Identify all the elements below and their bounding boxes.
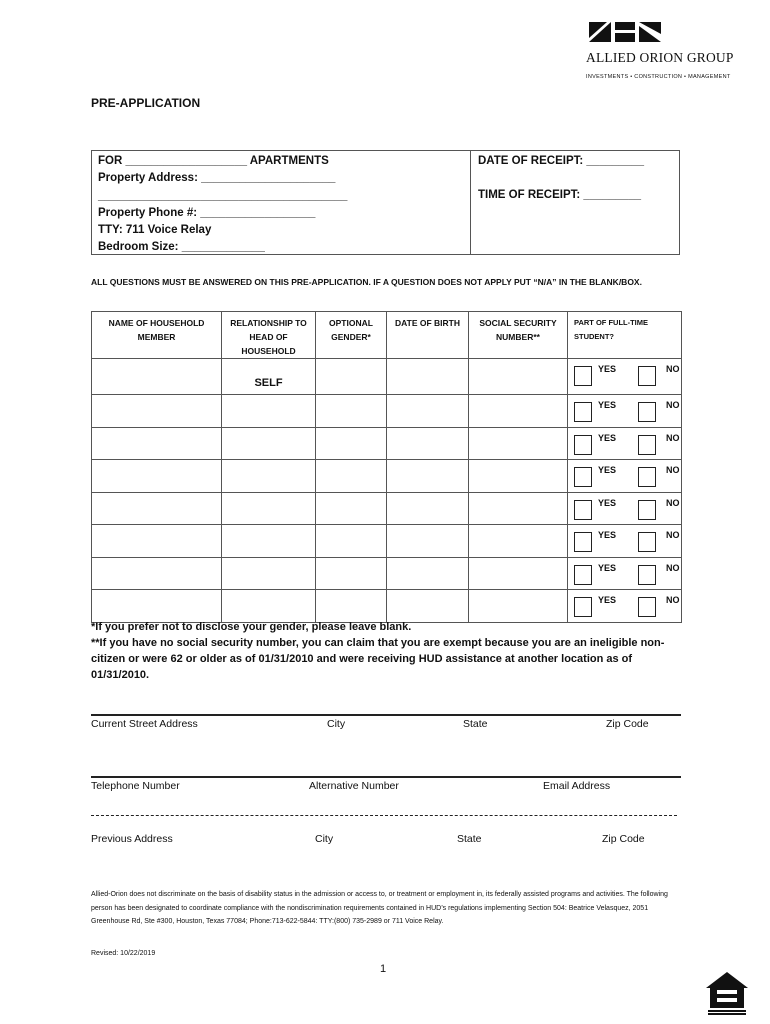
dob-cell[interactable]: [387, 590, 469, 623]
self-label: SELF: [254, 377, 283, 389]
ssn-cell[interactable]: [469, 557, 568, 590]
yes-checkbox[interactable]: [574, 402, 592, 422]
yes-checkbox[interactable]: [574, 532, 592, 552]
student-yes-no: [574, 399, 689, 423]
student-cell: [568, 359, 682, 395]
student-yes-no: [574, 497, 689, 521]
alternative-number-label: Alternative Number: [309, 780, 399, 792]
relationship-cell[interactable]: [222, 359, 316, 395]
property-address-field[interactable]: Property Address: _____________________: [98, 172, 336, 185]
student-cell: [568, 525, 682, 558]
yes-label: YES: [598, 400, 617, 410]
no-checkbox[interactable]: [638, 435, 656, 455]
yes-label: YES: [598, 465, 617, 475]
revised-date: Revised: 10/22/2019: [91, 950, 156, 957]
yes-label: YES: [598, 364, 617, 374]
zip-label: Zip Code: [606, 718, 649, 730]
student-cell: [568, 492, 682, 525]
date-of-receipt-field[interactable]: DATE OF RECEIPT: _________: [478, 155, 644, 167]
gender-cell[interactable]: [316, 427, 387, 460]
relationship-cell[interactable]: [222, 525, 316, 558]
name-cell[interactable]: [92, 460, 222, 493]
dob-cell[interactable]: [387, 427, 469, 460]
no-checkbox[interactable]: [638, 366, 656, 386]
no-label: NO: [666, 432, 680, 443]
no-checkbox[interactable]: [638, 500, 656, 520]
ssn-cell[interactable]: [469, 590, 568, 623]
yes-checkbox[interactable]: [574, 500, 592, 520]
name-cell[interactable]: [92, 492, 222, 525]
property-info-box: [91, 150, 680, 255]
state-label: State: [463, 718, 488, 730]
company-logo: [586, 22, 736, 80]
student-yes-no: [574, 594, 689, 618]
property-address-line2[interactable]: _______________________________________: [98, 189, 348, 202]
no-label: NO: [666, 465, 680, 475]
current-street-label: Current Street Address: [91, 718, 198, 730]
header-gender: OPTIONAL GENDER*: [316, 312, 387, 359]
name-cell[interactable]: [92, 525, 222, 558]
dob-cell[interactable]: [387, 460, 469, 493]
yes-label: YES: [598, 497, 617, 508]
table-row: [92, 395, 682, 428]
header-name: NAME OF HOUSEHOLD MEMBER: [92, 312, 222, 359]
header-ssn: SOCIAL SECURITY NUMBER**: [469, 312, 568, 359]
name-cell[interactable]: [92, 359, 222, 395]
gender-cell[interactable]: [316, 395, 387, 428]
relationship-cell[interactable]: [222, 460, 316, 493]
tty-text: TTY: 711 Voice Relay: [98, 224, 212, 237]
no-checkbox[interactable]: [638, 565, 656, 585]
household-table: [91, 311, 682, 623]
page-number: 1: [380, 963, 387, 975]
gender-cell[interactable]: [316, 359, 387, 395]
city-label-2: City: [315, 833, 334, 845]
property-details: [92, 151, 471, 254]
yes-checkbox[interactable]: [574, 565, 592, 585]
phone-line[interactable]: [91, 776, 681, 778]
relationship-cell[interactable]: [222, 492, 316, 525]
yes-label: YES: [598, 432, 617, 443]
yes-checkbox[interactable]: [574, 597, 592, 617]
logo-name: ALLIED ORION GROUP: [586, 50, 734, 65]
no-label: NO: [666, 497, 680, 508]
student-yes-no: [574, 464, 689, 488]
table-row: [92, 492, 682, 525]
student-cell: [568, 557, 682, 590]
dob-cell[interactable]: [387, 557, 469, 590]
dob-cell[interactable]: [387, 525, 469, 558]
current-address-line[interactable]: [91, 714, 681, 716]
no-checkbox[interactable]: [638, 597, 656, 617]
no-label: NO: [666, 400, 680, 410]
gender-cell[interactable]: [316, 525, 387, 558]
name-cell[interactable]: [92, 590, 222, 623]
ssn-cell[interactable]: [469, 359, 568, 395]
student-cell: [568, 590, 682, 623]
ssn-cell[interactable]: [469, 427, 568, 460]
equal-housing-opportunity-icon: [704, 970, 750, 1016]
table-row: [92, 590, 682, 623]
footnotes: [91, 619, 676, 683]
gender-cell[interactable]: [316, 590, 387, 623]
yes-label: YES: [598, 595, 617, 605]
receipt-details: [478, 153, 644, 205]
student-yes-no: [574, 562, 689, 586]
logo-mark-icon: [586, 22, 736, 46]
relationship-cell[interactable]: [222, 590, 316, 623]
dob-cell[interactable]: [387, 359, 469, 395]
table-row: [92, 427, 682, 460]
no-label: NO: [666, 530, 680, 540]
ssn-cell[interactable]: [469, 460, 568, 493]
table-row: [92, 460, 682, 493]
yes-checkbox[interactable]: [574, 366, 592, 386]
page-title: PRE-APPLICATION: [91, 96, 201, 110]
gender-cell[interactable]: [316, 492, 387, 525]
table-row: [92, 525, 682, 558]
ssn-cell[interactable]: [469, 492, 568, 525]
no-label: NO: [666, 562, 680, 573]
yes-checkbox[interactable]: [574, 467, 592, 487]
student-yes-no: [574, 363, 689, 387]
no-checkbox[interactable]: [638, 402, 656, 422]
telephone-label: Telephone Number: [91, 780, 180, 792]
name-cell[interactable]: [92, 395, 222, 428]
zip-label-2: Zip Code: [602, 833, 645, 845]
previous-address-line[interactable]: [91, 815, 677, 816]
no-checkbox[interactable]: [638, 467, 656, 487]
relationship-cell[interactable]: [222, 427, 316, 460]
logo-tagline: INVESTMENTS • CONSTRUCTION • MANAGEMENT: [586, 74, 731, 80]
property-phone-field[interactable]: Property Phone #: __________________: [98, 206, 316, 219]
name-cell[interactable]: [92, 427, 222, 460]
header-dob: DATE OF BIRTH: [387, 312, 469, 359]
table-row: [92, 359, 682, 395]
student-cell: [568, 395, 682, 428]
student-yes-no: [574, 529, 689, 553]
table-row: [92, 557, 682, 590]
ssn-note: **If you have no social security number, you can claim that you are exempt because you are an ineligible non-citizen or were 62 or older as of 01/31/2010 and were receiving HUD assistance at another location as of 01/31/2010.: [91, 637, 665, 681]
header-student: PART OF FULL-TIME STUDENT?: [568, 312, 682, 359]
city-label: City: [327, 718, 346, 730]
gender-cell[interactable]: [316, 460, 387, 493]
dob-cell[interactable]: [387, 395, 469, 428]
yes-label: YES: [598, 530, 617, 540]
student-cell: [568, 460, 682, 493]
yes-label: YES: [598, 562, 617, 573]
previous-address-label: Previous Address: [91, 833, 173, 845]
student-cell: [568, 427, 682, 460]
ssn-cell[interactable]: [469, 525, 568, 558]
gender-cell[interactable]: [316, 557, 387, 590]
apartments-field[interactable]: FOR ___________________ APARTMENTS: [98, 155, 329, 167]
bedroom-size-field[interactable]: Bedroom Size: _____________: [98, 241, 265, 254]
nondiscrimination-notice: Allied-Orion does not discriminate on the basis of disability status in the admission or access to, or treatment or employment in, its federally assisted programs and activities. The following person has been designated to coordinate compliance with the nondiscrimination requirements contained in HUD’s regulations implementing Section 504: Beatrice Velasquez, 2051 Greenhouse Rd, Ste #300, Houston, Texas 77084; Phone:713-622-5844: TTY:(800) 735-2989 or 711 Voice Relay.: [91, 891, 668, 925]
relationship-cell[interactable]: [222, 395, 316, 428]
time-of-receipt-field[interactable]: TIME OF RECEIPT: _________: [478, 189, 641, 202]
ssn-cell[interactable]: [469, 395, 568, 428]
student-yes-no: [574, 432, 689, 456]
email-label: Email Address: [543, 780, 611, 792]
no-checkbox[interactable]: [638, 532, 656, 552]
no-label: NO: [666, 364, 680, 374]
gender-note: *If you prefer not to disclose your gender, please leave blank.: [91, 621, 412, 633]
yes-checkbox[interactable]: [574, 435, 592, 455]
header-relationship: RELATIONSHIP TO HEAD OF HOUSEHOLD: [222, 312, 316, 359]
instructions-text: ALL QUESTIONS MUST BE ANSWERED ON THIS PRE-APPLICATION. IF A QUESTION DOES NOT APPLY PUT “N/A” IN THE BLANK/BOX.: [91, 277, 642, 287]
dob-cell[interactable]: [387, 492, 469, 525]
table-header-row: [92, 312, 682, 359]
state-label-2: State: [457, 833, 482, 845]
relationship-cell[interactable]: [222, 557, 316, 590]
name-cell[interactable]: [92, 557, 222, 590]
no-label: NO: [666, 595, 680, 605]
